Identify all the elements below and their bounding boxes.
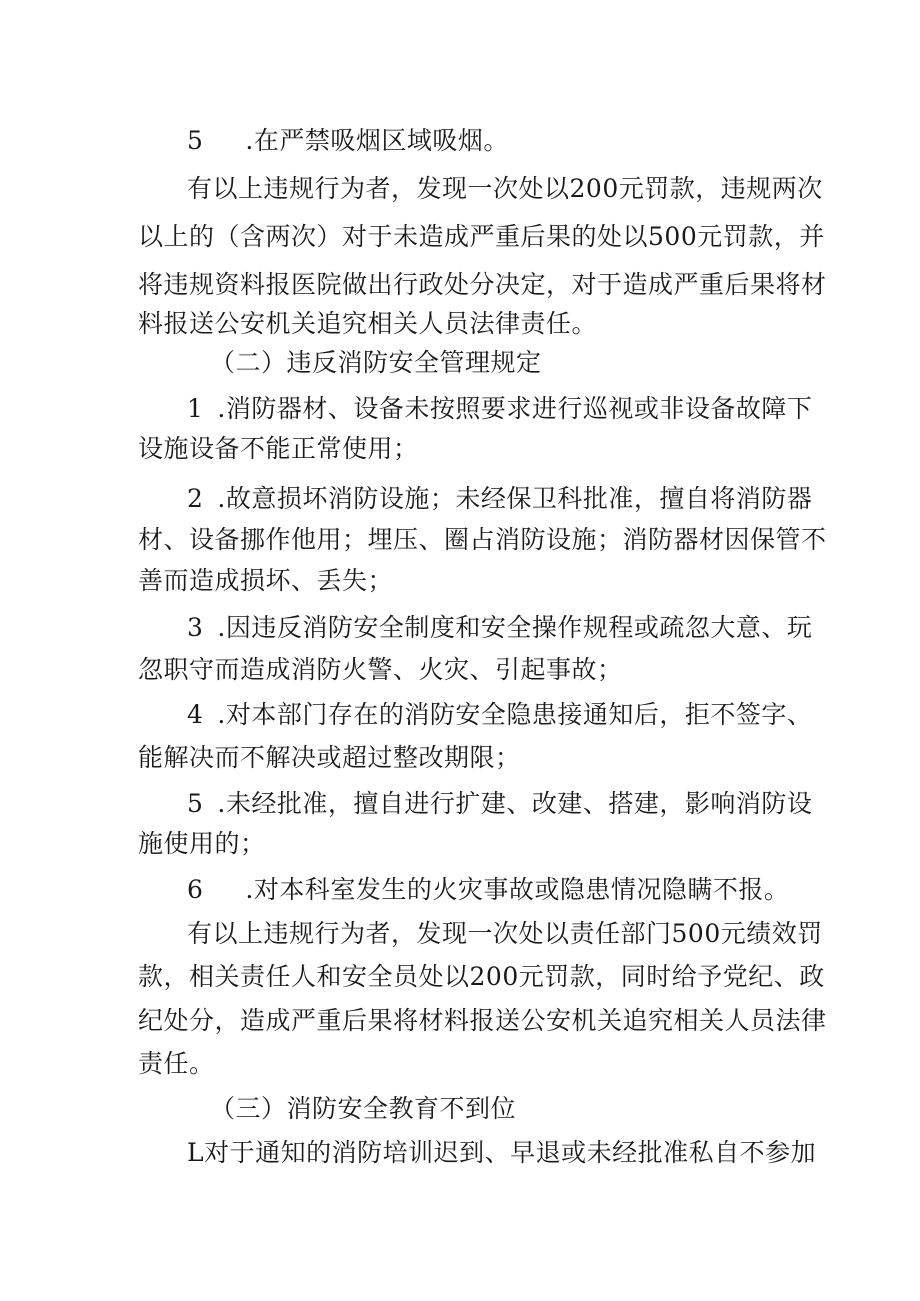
list-text: .在严禁吸烟区域吸烟。 — [245, 126, 509, 155]
paragraph-line: 纪处分，造成严重后果将材料报送公安机关追究相关人员法律 — [138, 1006, 827, 1035]
list-text: .因违反消防安全制度和安全操作规程或疏忽大意、玩 — [217, 613, 813, 642]
list-item-5-smoking — [0, 124, 920, 158]
list-number: 1 — [187, 394, 204, 423]
section-heading-3: （三）消防安全教育不到位 — [210, 1094, 517, 1123]
list-item-5 — [0, 787, 920, 821]
list-number: 2 — [187, 484, 204, 513]
paragraph-line: 责任。 — [138, 1049, 215, 1078]
list-number: 4 — [187, 700, 204, 729]
paragraph-line: 善而造成损坏、丢失； — [138, 566, 394, 595]
paragraph-line: 忽职守而造成消防火警、火灾、引起事故； — [138, 655, 623, 684]
list-item-4 — [0, 698, 920, 732]
paragraph-line: 设施设备不能正常使用； — [138, 434, 419, 463]
paragraph-line: 能解决而不解决或超过整改期限； — [138, 743, 521, 772]
paragraph-line: 料报送公安机关追究相关人员法律责任。 — [138, 309, 598, 338]
paragraph-line: 有以上违规行为者，发现一次处以责任部门500元绩效罚 — [187, 919, 823, 948]
paragraph-line: 有以上违规行为者，发现一次处以200元罚款，违规两次 — [187, 174, 823, 203]
list-item-2 — [0, 482, 920, 516]
list-text: .故意损坏消防设施；未经保卫科批准，擅自将消防器 — [217, 484, 813, 513]
list-text: .未经批准，擅自进行扩建、改建、搭建，影响消防设 — [217, 789, 813, 818]
list-item-3 — [0, 611, 920, 645]
paragraph-line: 以上的（含两次）对于未造成严重后果的处以500元罚款，并 — [138, 222, 825, 251]
list-number: 5 — [187, 789, 204, 818]
list-number: 6 — [187, 875, 204, 904]
list-number: 3 — [187, 613, 204, 642]
paragraph-line: 施使用的； — [138, 829, 266, 858]
paragraph-line: L对于通知的消防培训迟到、早退或未经批准私自不参加 — [187, 1138, 817, 1167]
paragraph-line: 款，相关责任人和安全员处以200元罚款，同时给予党纪、政 — [138, 962, 825, 991]
list-number: 5 — [187, 126, 204, 155]
list-item-1 — [0, 392, 920, 426]
section-heading-2: （二）违反消防安全管理规定 — [210, 348, 542, 377]
list-text: .消防器材、设备未按照要求进行巡视或非设备故障下 — [217, 394, 813, 423]
list-text: .对本部门存在的消防安全隐患接通知后，拒不签字、 — [217, 700, 813, 729]
list-item-6 — [0, 873, 920, 907]
list-text: .对本科室发生的火灾事故或隐患情况隐瞒不报。 — [245, 875, 790, 904]
paragraph-line: 材、设备挪作他用；埋压、圈占消防设施；消防器材因保管不 — [138, 525, 827, 554]
paragraph-line: 将违规资料报医院做出行政处分决定，对于造成严重后果将材 — [138, 270, 827, 299]
